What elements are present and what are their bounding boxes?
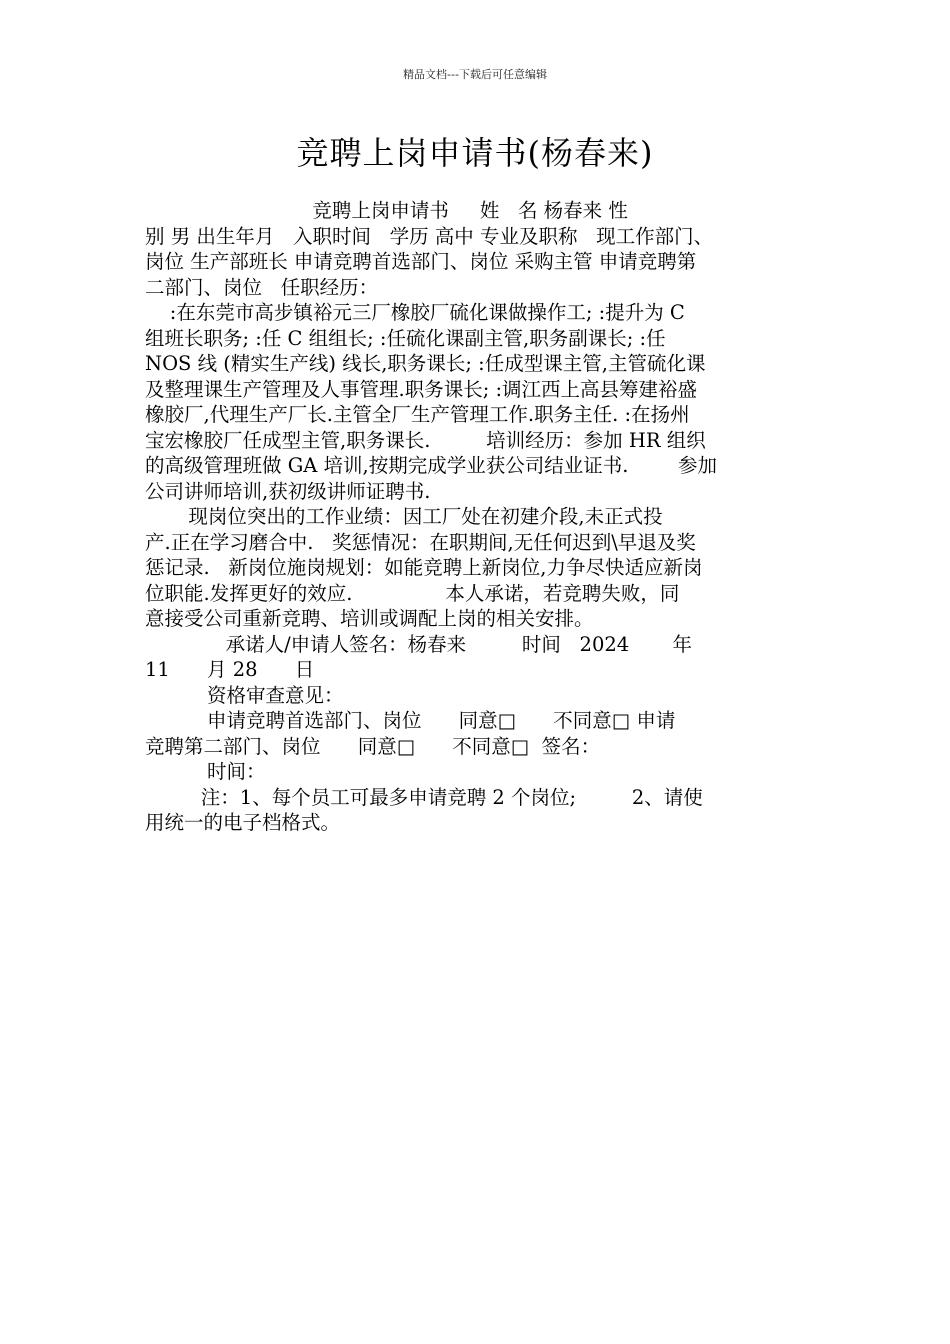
signature-line: 承诺人/申请人签名：杨春来 时间 2024 年: [145, 632, 693, 656]
review-time: 时间：: [145, 760, 266, 783]
body-line: 惩记录. 新岗位施岗规划：如能竞聘上新岗位,力争尽快适应新岗: [145, 556, 703, 579]
body-line: 现岗位突出的工作业绩：因工厂处在初建介段,未正式投: [145, 505, 663, 528]
body-line: 组班长职务; :任 C 组组长; :任硫化课副主管,职务副课长; :任: [145, 326, 666, 350]
body-line: 宝宏橡胶厂任成型主管,职务课长. 培训经历：参加 HR 组织: [145, 428, 706, 452]
body-line: 公司讲师培训,获初级讲师证聘书.: [145, 479, 431, 503]
review-heading: 资格审查意见：: [145, 683, 344, 707]
body-line: 的高级管理班做 GA 培训,按期完成学业获公司结业证书. 参加: [145, 454, 718, 477]
body-line: NOS 线 (精实生产线) 线长,职务课长; :任成型课主管,主管硫化课: [145, 352, 706, 375]
note-line: 用统一的电子档格式。: [145, 811, 341, 834]
body-line: 产.正在学习磨合中. 奖惩情况：在职期间,无任何迟到\早退及奖: [145, 530, 696, 554]
review-second-choice: 竞聘第二部门、岗位 同意□ 不同意□ 签名：: [145, 734, 601, 758]
body-line: :在东莞市高步镇裕元三厂橡胶厂硫化课做操作工; :提升为 C: [145, 301, 685, 324]
body-line: 别 男 出生年月 入职时间 学历 高中 专业及职称 现工作部门、: [145, 224, 714, 248]
body-line: 二部门、岗位 任职经历：: [145, 275, 379, 299]
body-line: 位职能.发挥更好的效应. 本人承诺，若竞聘失败，同: [145, 581, 680, 605]
body-line: 及整理课生产管理及人事管理.职务课长; :调江西上高县筹建裕盛: [145, 377, 698, 401]
body-line: 意接受公司重新竞聘、培训或调配上岗的相关安排。: [145, 607, 594, 630]
header-note: 精品文档---下载后可任意编辑: [403, 68, 547, 81]
body-line: 橡胶厂,代理生产厂长.主管全厂生产管理工作.职务主任. :在扬州: [145, 403, 690, 426]
document-title: 竞聘上岗申请书(杨春来): [296, 134, 654, 172]
body-line: 竞聘上岗申请书 姓 名 杨春来 性: [145, 199, 628, 222]
application-body: [145, 198, 807, 836]
date-line: 11 月 28 日: [145, 658, 315, 681]
note-line: 注：1、每个员工可最多申请竞聘 2 个岗位; 2、请使: [145, 785, 703, 809]
body-line: 岗位 生产部班长 申请竞聘首选部门、岗位 采购主管 申请竞聘第: [145, 250, 697, 273]
review-first-choice: 申请竞聘首选部门、岗位 同意□ 不同意□ 申请: [145, 709, 676, 732]
